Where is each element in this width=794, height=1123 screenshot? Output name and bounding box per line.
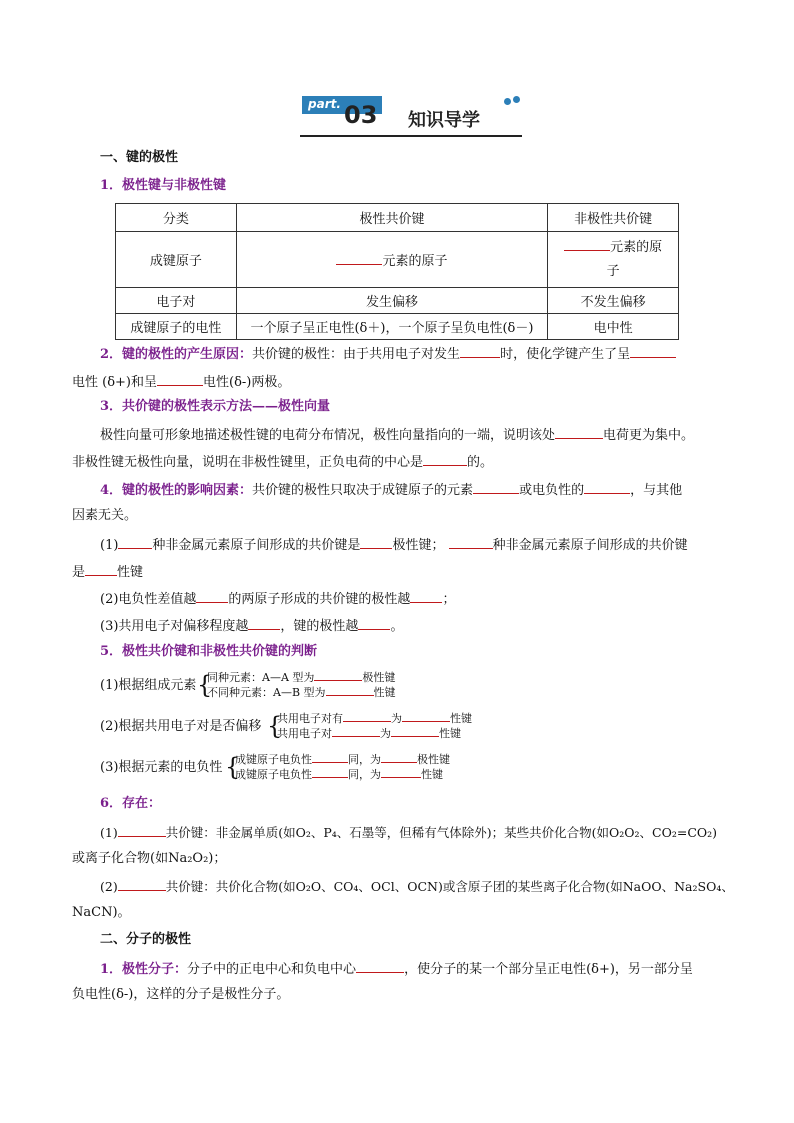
brace-icon: { xyxy=(225,753,241,781)
fill-blank[interactable] xyxy=(630,344,676,358)
para-4-line1: 4．键的极性的影响因素：共价键的极性只取决于成键原子的元素 或电负性的 ，与其他 xyxy=(100,480,682,500)
table-cell: 不发生偏移 xyxy=(548,288,679,314)
fill-blank[interactable] xyxy=(402,710,450,722)
heading-5: 5．极性共价键和非极性共价键的判断 xyxy=(100,644,318,659)
fill-blank[interactable] xyxy=(118,823,166,837)
fill-blank[interactable] xyxy=(473,480,519,494)
judge-2-label: (2)根据共用电子对是否偏移 xyxy=(100,719,262,734)
sec2-para-1-line2: 负电性(δ-)，这样的分子是极性分子。 xyxy=(72,987,290,1002)
page-title: 知识导学 xyxy=(408,110,480,131)
fill-blank[interactable] xyxy=(460,344,500,358)
item-1-line1: (1) 种非金属元素原子间形成的共价键是 极性键； 种非金属元素原子间形成的共价键 xyxy=(100,535,688,555)
fill-blank[interactable] xyxy=(449,535,493,549)
fill-blank[interactable] xyxy=(381,751,417,763)
item-1-line2: 是 性键 xyxy=(72,562,143,582)
heading-3: 3．共价键的极性表示方法——极性向量 xyxy=(100,399,331,414)
fill-blank[interactable] xyxy=(336,251,382,265)
decor-dot-icon xyxy=(513,96,520,103)
fill-blank[interactable] xyxy=(118,877,166,891)
fill-blank[interactable] xyxy=(85,562,117,576)
fill-blank[interactable] xyxy=(584,480,630,494)
fill-blank[interactable] xyxy=(314,669,362,681)
table-cell: 电子对 xyxy=(116,288,237,314)
fill-blank[interactable] xyxy=(312,751,348,763)
para-4-line2: 因素无关。 xyxy=(72,508,138,523)
exist-1-line2: 或离子化合物(如Na₂O₂)； xyxy=(72,851,227,866)
fill-blank[interactable] xyxy=(332,725,380,737)
fill-blank[interactable] xyxy=(326,684,374,696)
exist-2-line1: (2) 共价键：共价化合物(如O₂O、CO₄、OCl、OCN)或含原子团的某些离子化合物(如NaOO、Na₂SO₄、 xyxy=(100,879,734,894)
heading-6: 6．存在： xyxy=(100,796,162,811)
part-label: part. xyxy=(308,97,341,111)
table-cell: 元素的原 子 xyxy=(548,232,679,288)
judge-2-line1: 共用电子对有 为 性键 xyxy=(277,712,472,725)
table-header: 极性共价键 xyxy=(236,204,547,232)
para-3-line1: 极性向量可形象地描述极性键的电荷分布情况，极性向量指向的一端，说明该处 电荷更为集中。 xyxy=(100,425,694,445)
judge-2-line2: 共用电子对 为 性键 xyxy=(277,727,461,740)
decor-dot-icon xyxy=(504,98,511,105)
fill-blank[interactable] xyxy=(196,589,228,603)
fill-blank[interactable] xyxy=(157,372,203,386)
bond-table xyxy=(115,203,679,340)
fill-blank[interactable] xyxy=(118,535,152,549)
item-2: (2)电负性差值越 的两原子形成的共价键的极性越 ； xyxy=(100,589,455,609)
para-3-line2: 非极性键无极性向量，说明在非极性键里，正负电荷的中心是 的。 xyxy=(72,452,493,472)
fill-blank[interactable] xyxy=(358,616,390,630)
table-cell: 成键原子 xyxy=(116,232,237,288)
fill-blank[interactable] xyxy=(564,237,610,251)
fill-blank[interactable] xyxy=(312,766,348,778)
exist-2-line2: NaCN)。 xyxy=(72,905,131,920)
judge-3-line2: 成键原子电负性 同，为 性键 xyxy=(235,768,443,781)
brace-icon: { xyxy=(197,671,213,699)
table-cell: 一个原子呈正电性(δ＋)，一个原子呈负电性(δ－) xyxy=(236,314,547,340)
judge-1-line1: 同种元素：A—A 型为 极性键 xyxy=(207,671,396,684)
para-2-line2: 电性 (δ+)和呈 电性(δ-)两极。 xyxy=(72,372,290,392)
fill-blank[interactable] xyxy=(410,589,442,603)
fill-blank[interactable] xyxy=(248,616,280,630)
fill-blank[interactable] xyxy=(555,425,603,439)
table-header: 分类 xyxy=(116,204,237,232)
fill-blank[interactable] xyxy=(343,710,391,722)
table-cell: 元素的原子 xyxy=(236,232,547,288)
item-3: (3)共用电子对偏移程度越 ，键的极性越 。 xyxy=(100,616,403,636)
brace-icon: { xyxy=(267,712,283,740)
fill-blank[interactable] xyxy=(360,535,392,549)
heading-1: 1．极性键与非极性键 xyxy=(100,178,227,193)
judge-1-line2: 不同种元素：A—B 型为 性键 xyxy=(207,686,396,699)
para-2-line1: 2．键的极性的产生原因：共价键的极性：由于共用电子对发生 时，使化学键产生了呈 xyxy=(100,344,676,364)
judge-3-line1: 成键原子电负性 同，为 极性键 xyxy=(235,753,450,766)
table-header: 非极性共价键 xyxy=(548,204,679,232)
exist-1-line1: (1) 共价键：非金属单质(如O₂、P₄、石墨等，但稀有气体除外)；某些共价化合物(如O₂O₂、CO₂=CO₂) xyxy=(100,825,718,840)
section-title: 二、分子的极性 xyxy=(100,932,192,947)
table-cell: 发生偏移 xyxy=(236,288,547,314)
table-cell: 成键原子的电性 xyxy=(116,314,237,340)
section-title: 一、键的极性 xyxy=(100,150,179,165)
judge-1-label: (1)根据组成元素 xyxy=(100,678,197,693)
part-number: 03 xyxy=(344,101,378,129)
table-cell: 电中性 xyxy=(548,314,679,340)
judge-3-label: (3)根据元素的电负性 xyxy=(100,760,223,775)
sec2-para-1-line1: 1．极性分子：分子中的正电中心和负电中心 ，使分子的某一个部分呈正电性(δ+)，另一部分呈 xyxy=(100,959,693,979)
fill-blank[interactable] xyxy=(391,725,439,737)
fill-blank[interactable] xyxy=(423,452,467,466)
header-rule xyxy=(300,135,522,137)
fill-blank[interactable] xyxy=(356,959,404,973)
fill-blank[interactable] xyxy=(381,766,421,778)
